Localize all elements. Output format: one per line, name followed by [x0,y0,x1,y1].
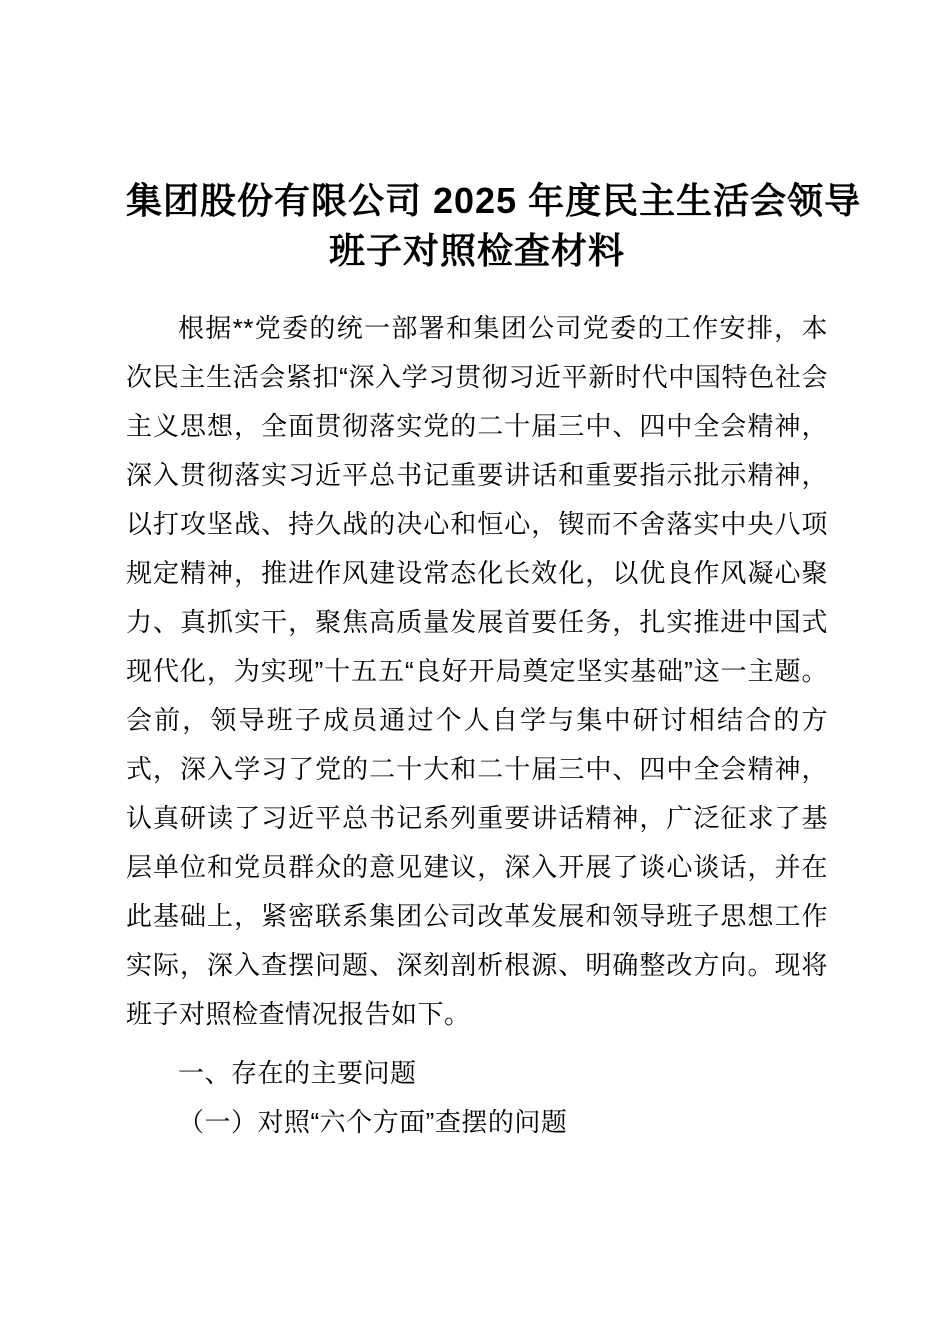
intro-paragraph: 根据**党委的统一部署和集团公司党委的工作安排，本次民主生活会紧扣“深入学习贯彻习近平新时代中国特色社会主义思想，全面贯彻落实党的二十届三中、四中全会精神，深入贯彻落实习近平总书记重要讲话和重要指示批示精神，以打攻坚战、持久战的决心和恒心，锲而不舍落实中央八项规定精神，推进作风建设常态化长效化，以优良作风凝心聚力、真抓实干，聚焦高质量发展首要任务，扎实推进中国式现代化，为实现”十五五“良好开局奠定坚实基础”这一主题。会前，领导班子成员通过个人自学与集中研讨相结合的方式，深入学习了党的二十大和二十届三中、四中全会精神，认真研读了习近平总书记系列重要讲话精神，广泛征求了基层单位和党员群众的意见建议，深入开展了谈心谈话，并在此基础上，紧密联系集团公司改革发展和领导班子思想工作实际，深入查摆问题、深刻剖析根源、明确整改方向。现将班子对照检查情况报告如下。 [126,313,828,1029]
heading-main-problems: 一、存在的主要问题 [178,1058,417,1088]
title-line-1: 集团股份有限公司 2025 年度民主生活会领导 [126,180,862,221]
title-line-2: 班子对照检查材料 [328,230,625,271]
document-title [126,0,862,276]
heading-six-aspects: （一）对照“六个方面”查摆的问题 [178,1107,568,1137]
